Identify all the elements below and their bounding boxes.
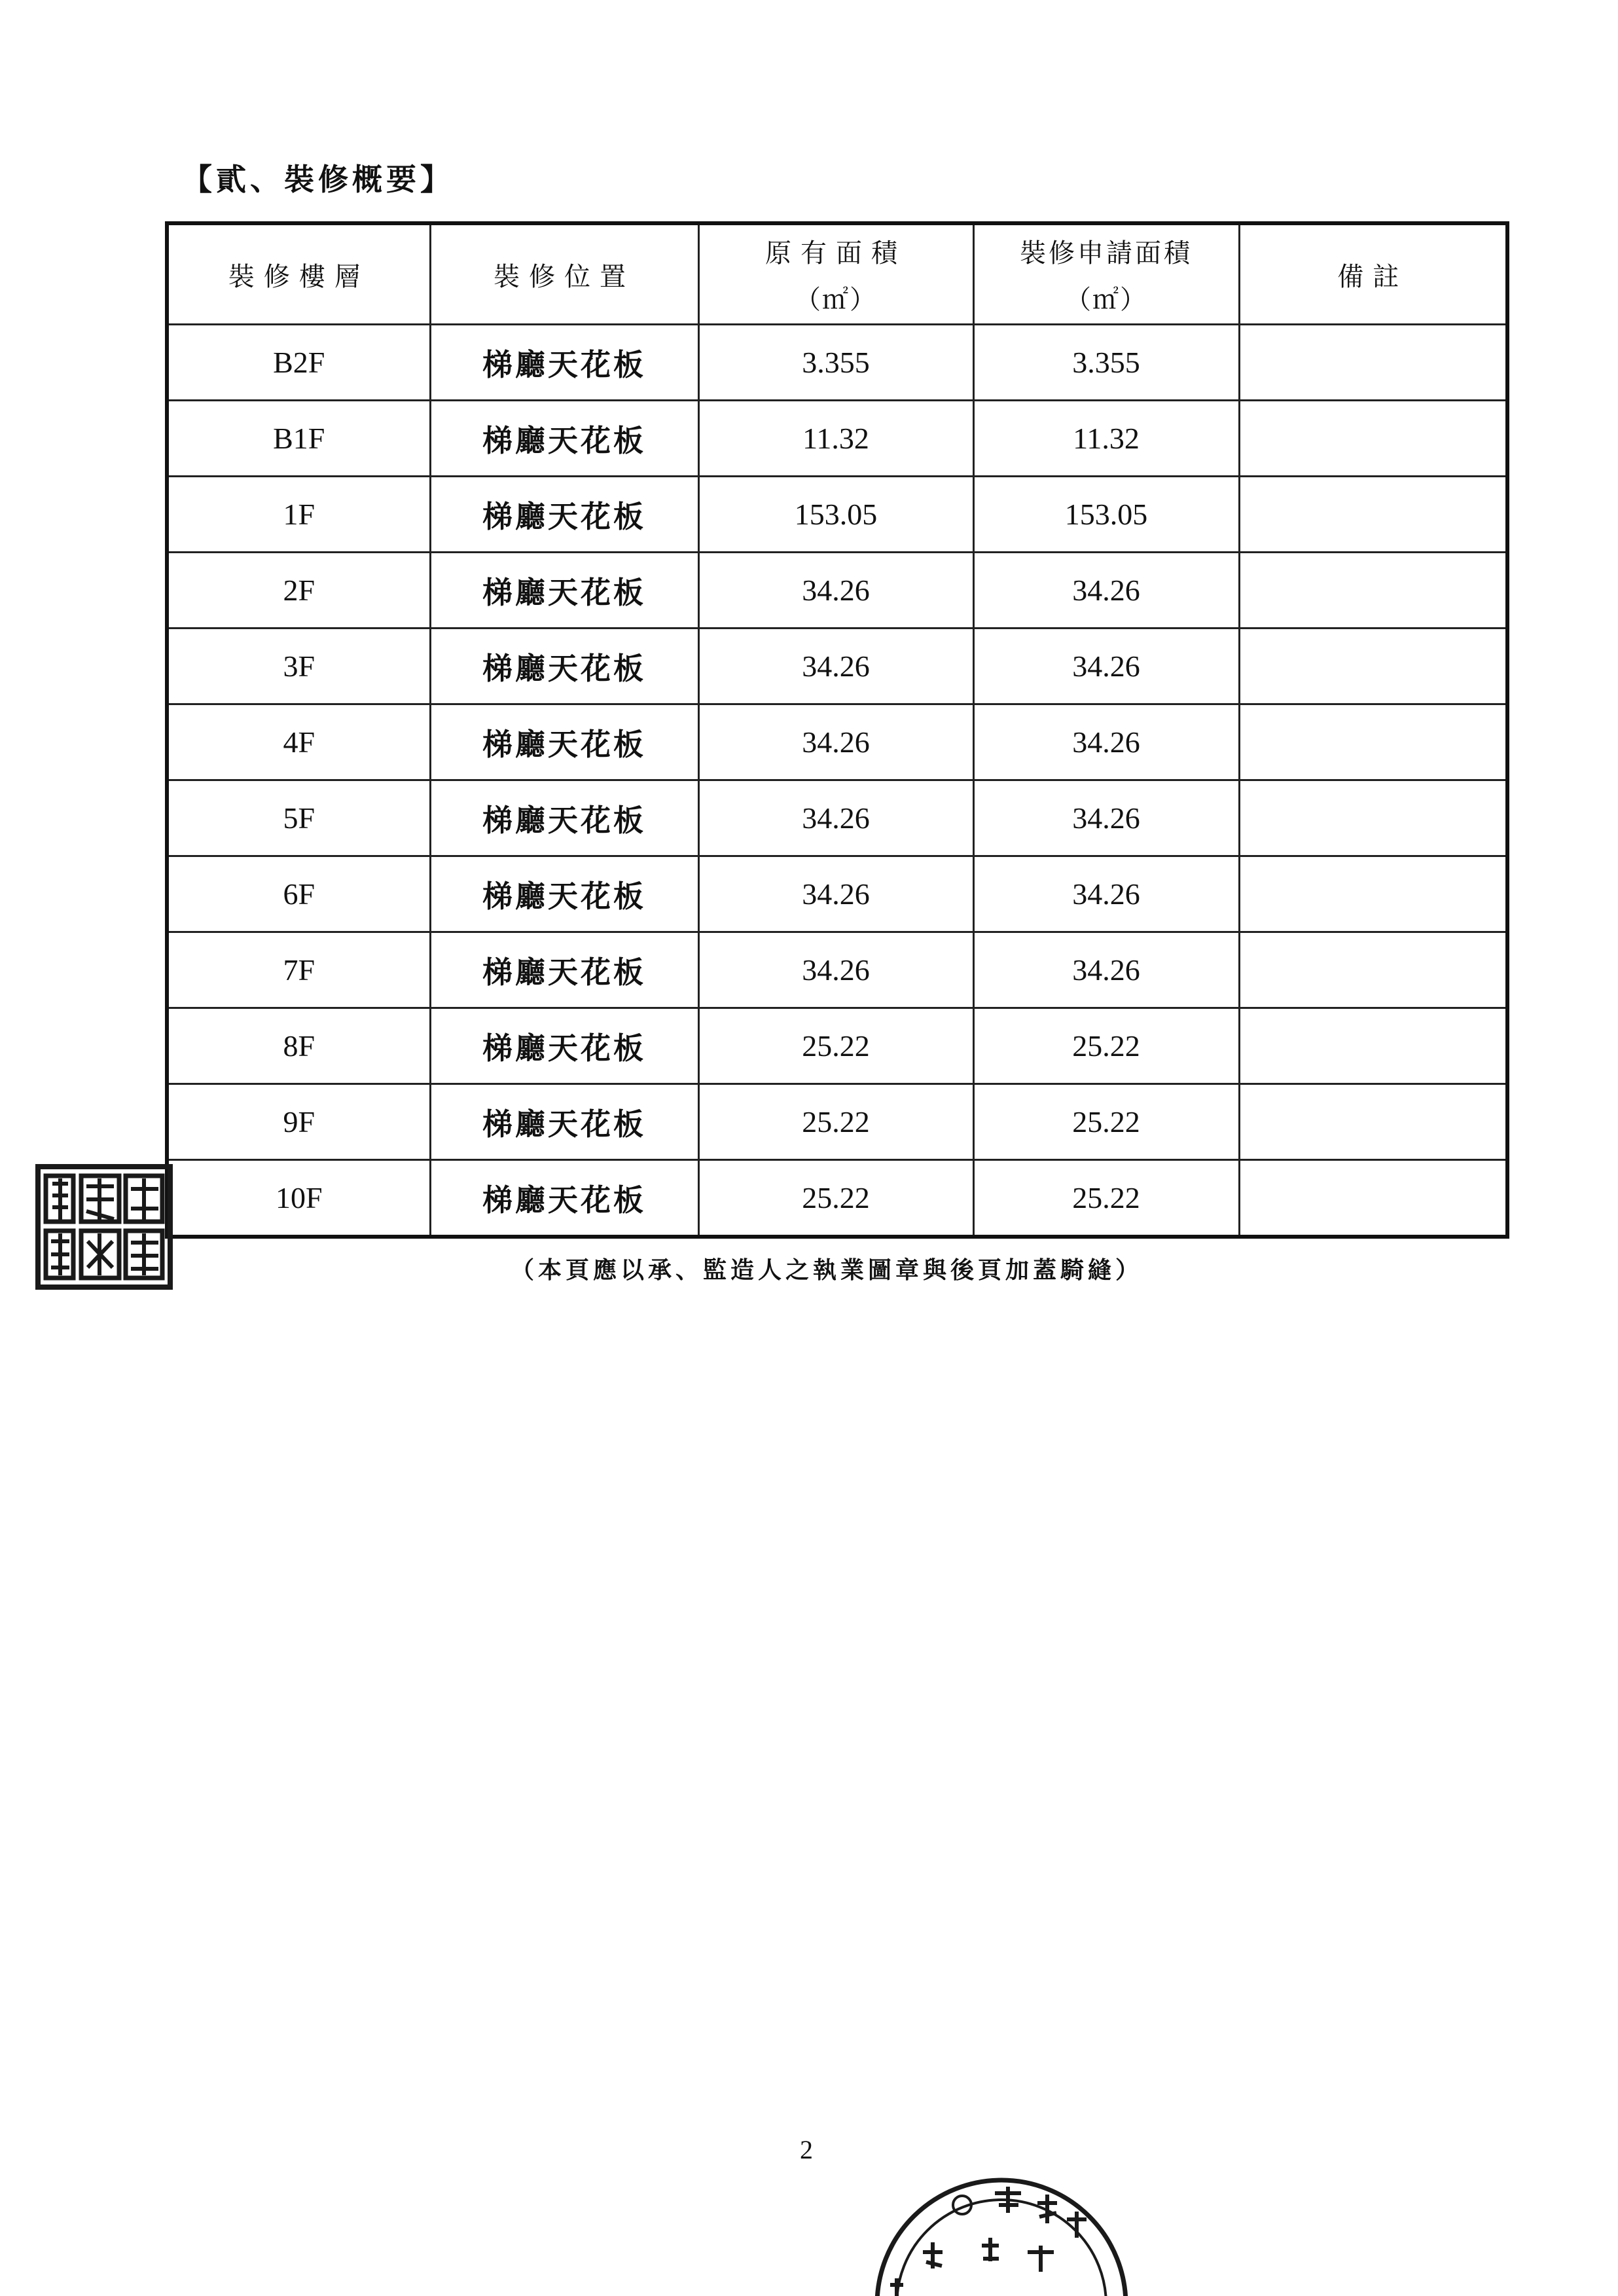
cell-applied-area: 34.26 [973,856,1239,932]
cell-location: 梯廳天花板 [430,932,698,1008]
table-row [167,932,1507,1008]
cell-original-area: 3.355 [698,325,973,401]
cell-location: 梯廳天花板 [430,629,698,704]
cell-original-area: 25.22 [698,1084,973,1160]
cell-original-area: 34.26 [698,780,973,856]
table-row [167,780,1507,856]
cell-applied-area: 25.22 [973,1160,1239,1237]
cell-floor: 8F [167,1008,430,1084]
cell-floor: 2F [167,553,430,629]
cell-original-area: 34.26 [698,553,973,629]
cell-applied-area: 153.05 [973,477,1239,553]
cell-remark [1239,856,1507,932]
cell-original-area: 34.26 [698,932,973,1008]
cell-applied-area: 34.26 [973,704,1239,780]
official-seal-icon [864,2154,1139,2296]
cell-applied-area: 34.26 [973,553,1239,629]
cell-floor: 7F [167,932,430,1008]
table-row [167,704,1507,780]
cell-original-area: 25.22 [698,1160,973,1237]
table-header-row [167,223,1507,325]
cell-remark [1239,780,1507,856]
header-remark: 備註 [1239,223,1507,325]
cell-remark [1239,401,1507,477]
cell-original-area: 34.26 [698,856,973,932]
cell-floor: 1F [167,477,430,553]
page-number: 2 [800,2135,813,2164]
header-original-area [698,223,973,325]
table-row [167,553,1507,629]
cell-remark [1239,1008,1507,1084]
cell-location: 梯廳天花板 [430,553,698,629]
cell-floor: 6F [167,856,430,932]
cell-location: 梯廳天花板 [430,1160,698,1237]
cell-location: 梯廳天花板 [430,1008,698,1084]
cell-location: 梯廳天花板 [430,780,698,856]
cell-floor: 4F [167,704,430,780]
cell-floor: B2F [167,325,430,401]
cell-location: 梯廳天花板 [430,477,698,553]
cell-applied-area: 3.355 [973,325,1239,401]
cell-floor: 10F [167,1160,430,1237]
cell-location: 梯廳天花板 [430,856,698,932]
cell-applied-area: 25.22 [973,1008,1239,1084]
cell-original-area: 34.26 [698,704,973,780]
official-seal-stamp [864,2154,1139,2296]
header-location: 裝修位置 [430,223,698,325]
header-applied-area-unit: （㎡） [1065,285,1147,315]
table-row [167,1084,1507,1160]
cell-location: 梯廳天花板 [430,704,698,780]
cell-remark [1239,1160,1507,1237]
table-row [167,325,1507,401]
cell-floor: 3F [167,629,430,704]
cell-remark [1239,704,1507,780]
header-original-area-label: 原有面積 [765,238,907,268]
cell-remark [1239,477,1507,553]
cell-applied-area: 34.26 [973,629,1239,704]
cell-remark [1239,1084,1507,1160]
cell-floor: 5F [167,780,430,856]
cell-location: 梯廳天花板 [430,1084,698,1160]
cell-original-area: 25.22 [698,1008,973,1084]
table-row [167,1008,1507,1084]
seam-seal-stamp [35,1164,173,1290]
cell-applied-area: 11.32 [973,401,1239,477]
cell-applied-area: 25.22 [973,1084,1239,1160]
header-applied-area [973,223,1239,325]
seam-seal-icon [41,1169,168,1285]
header-applied-area-label: 裝修申請面積 [1020,238,1193,268]
section-title: 【貳、裝修概要】 [182,162,454,197]
cell-remark [1239,553,1507,629]
header-original-area-unit: （㎡） [795,285,877,315]
cell-original-area: 34.26 [698,629,973,704]
footnote: （本頁應以承、監造人之執業圖章與後頁加蓋騎縫） [511,1257,1143,1284]
cell-location: 梯廳天花板 [430,401,698,477]
renovation-summary-table [165,221,1509,1239]
cell-original-area: 11.32 [698,401,973,477]
table-row [167,856,1507,932]
cell-remark [1239,325,1507,401]
table-row [167,477,1507,553]
header-floor: 裝修樓層 [167,223,430,325]
table-row [167,629,1507,704]
cell-location: 梯廳天花板 [430,325,698,401]
cell-applied-area: 34.26 [973,780,1239,856]
table-row [167,401,1507,477]
table-row [167,1160,1507,1237]
cell-remark [1239,932,1507,1008]
cell-floor: B1F [167,401,430,477]
cell-floor: 9F [167,1084,430,1160]
cell-original-area: 153.05 [698,477,973,553]
cell-applied-area: 34.26 [973,932,1239,1008]
cell-remark [1239,629,1507,704]
